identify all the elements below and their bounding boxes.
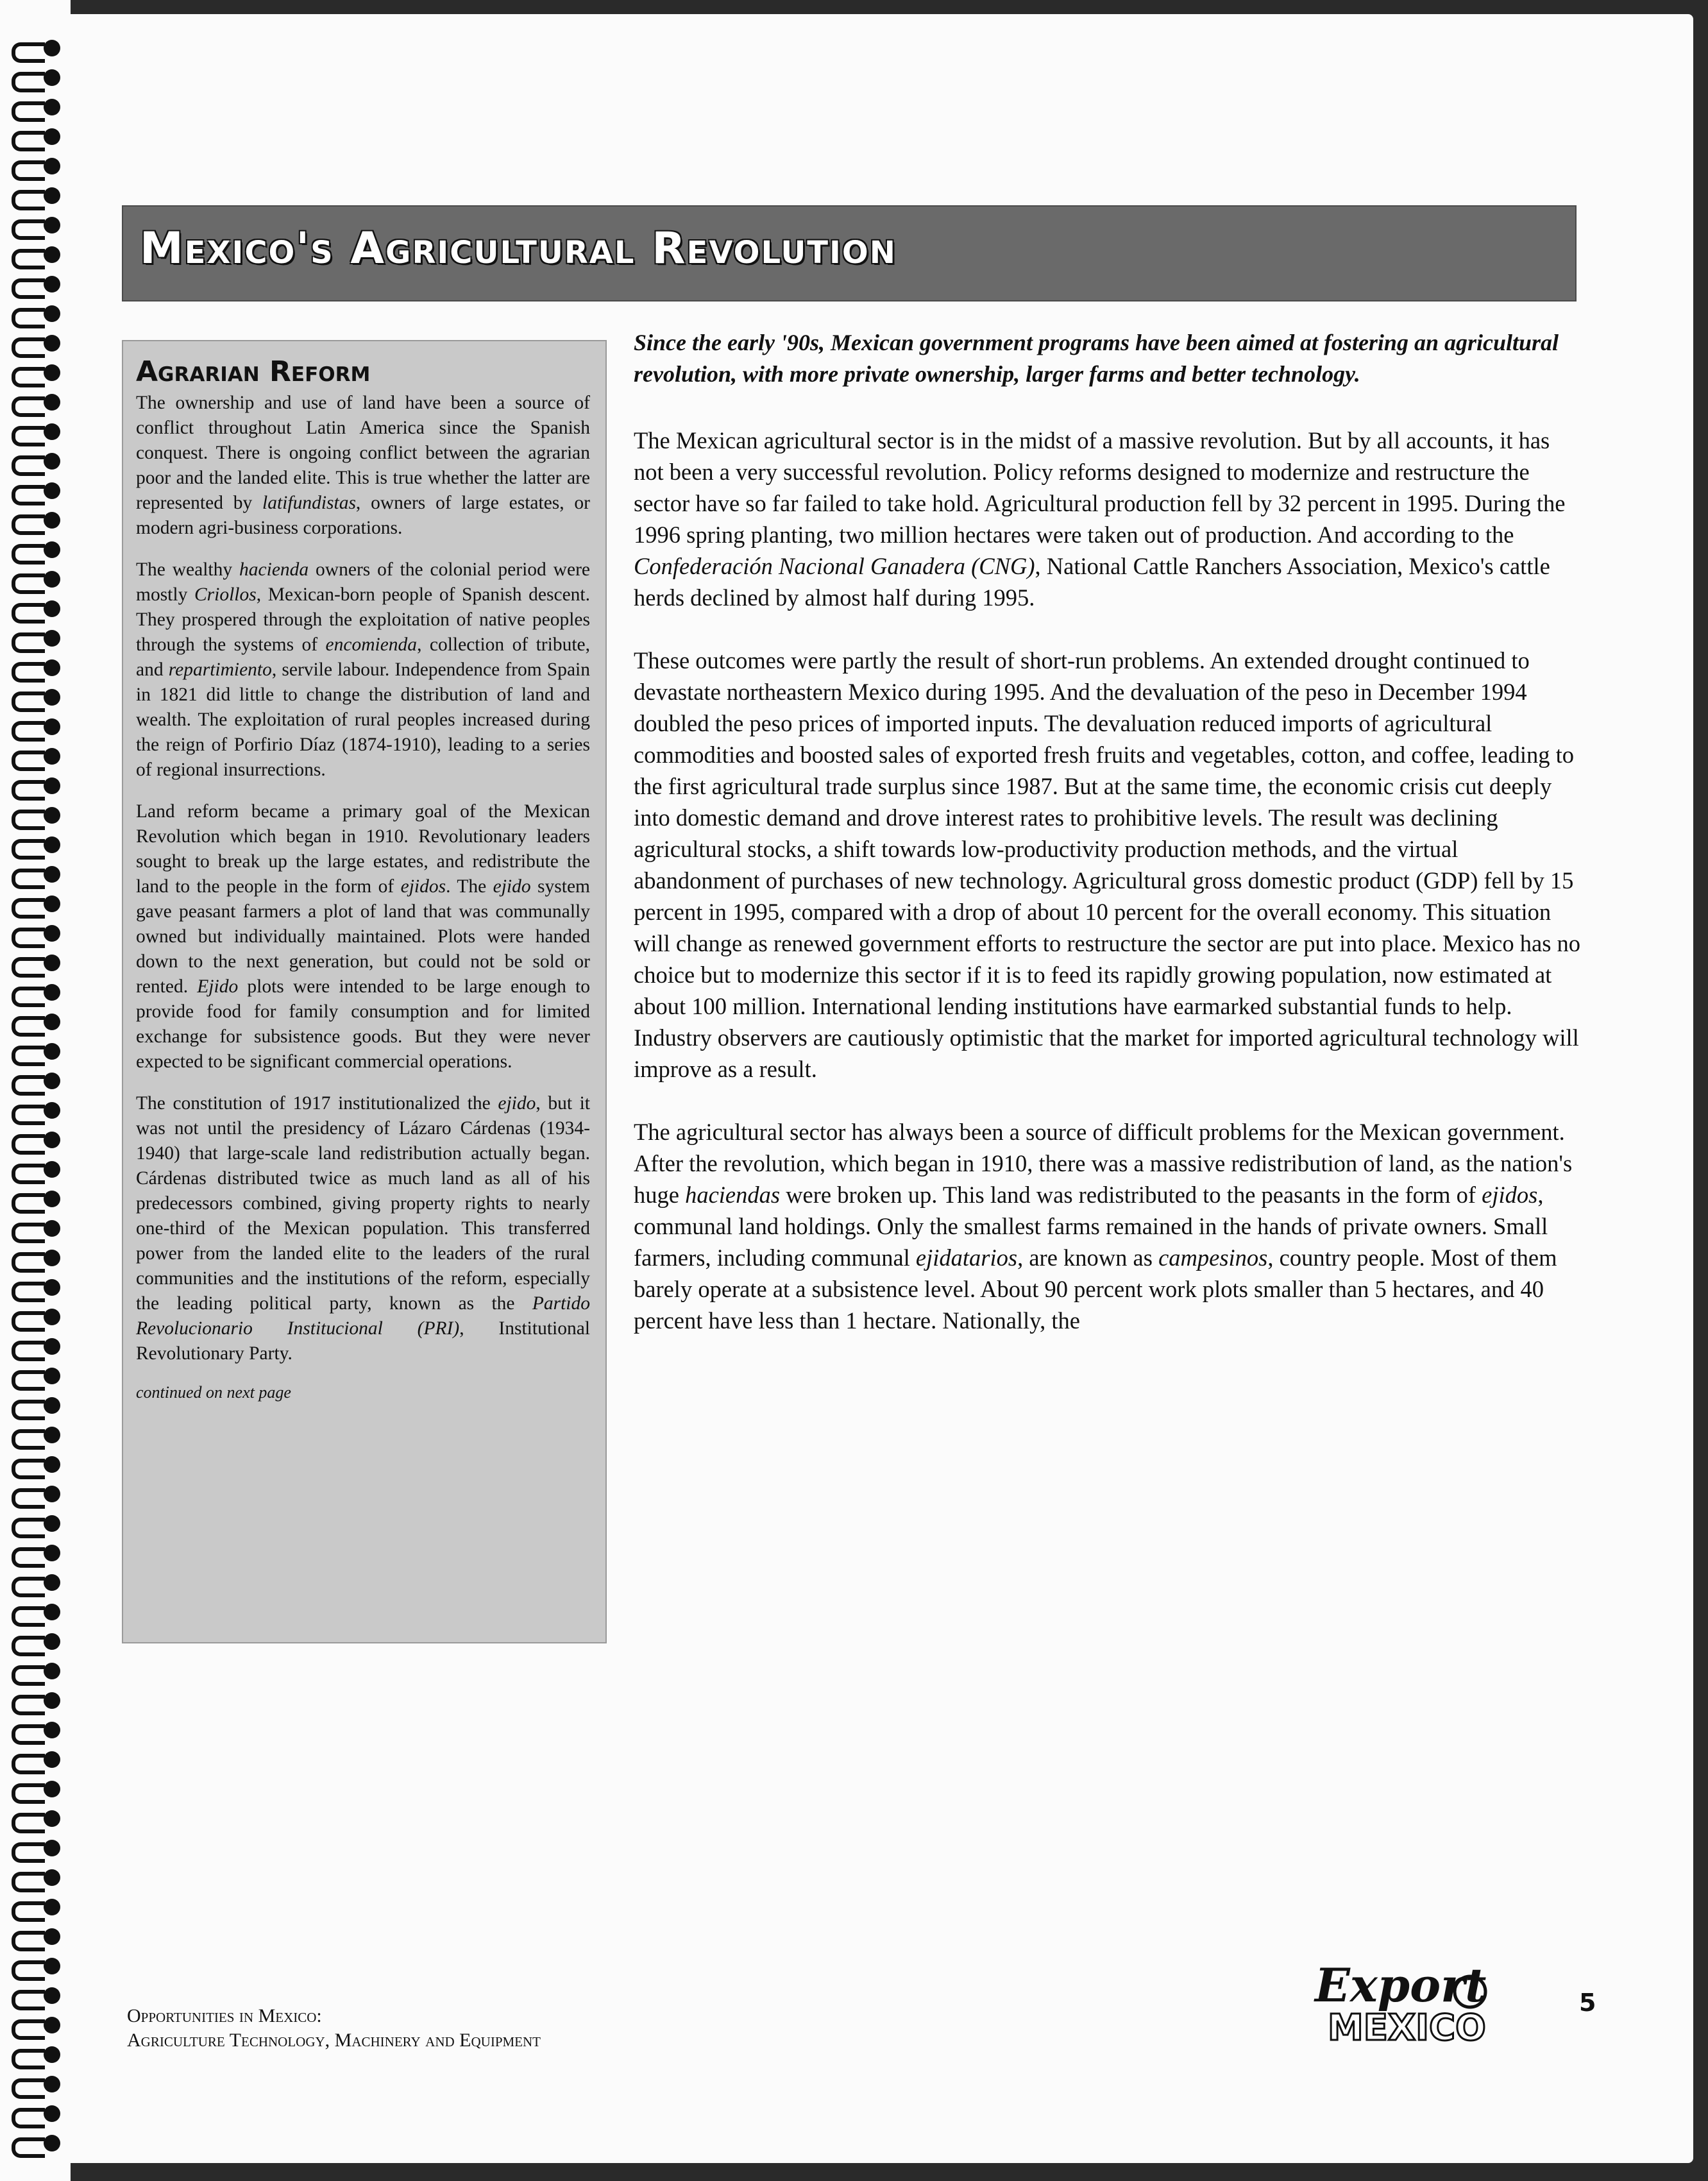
binding-ring-icon: [12, 1779, 62, 1799]
binding-ring-icon: [12, 1897, 62, 1917]
binding-ring-icon: [12, 1720, 62, 1740]
binding-ring-icon: [12, 1337, 62, 1356]
binding-ring-icon: [12, 806, 62, 825]
text-run: owners of the colonial period were mostly: [136, 559, 590, 605]
italic-term: Partido Revolucionario Institucional (PRI): [136, 1293, 590, 1339]
binding-ring-icon: [12, 1219, 62, 1238]
spiral-binding: [0, 0, 71, 2181]
binding-ring-icon: [12, 1278, 62, 1297]
binding-ring-icon: [12, 835, 62, 854]
binding-ring-icon: [12, 1248, 62, 1268]
italic-term: encomienda: [325, 634, 418, 655]
binding-ring-icon: [12, 1366, 62, 1386]
binding-ring-icon: [12, 1838, 62, 1858]
binding-ring-icon: [12, 1012, 62, 1031]
text-run: , communal land holdings. Only the smallest farms remained in the hands of private owners. Small farmers, including communal: [634, 1182, 1548, 1271]
binding-ring-icon: [12, 452, 62, 471]
binding-ring-icon: [12, 1071, 62, 1090]
italic-term: Criollos: [194, 584, 257, 605]
text-run: , country people. Most of them barely operate at a subsistence level. About 90 percent work plots smaller than 5 hectares, and 40 percent have less than 1 hectare. Nationally, the: [634, 1244, 1557, 1334]
logo-word-export: Export: [1315, 1958, 1487, 2012]
binding-ring-icon: [12, 422, 62, 441]
binding-ring-icon: [12, 1750, 62, 1769]
text-run: , Institutional Revolutionary Party.: [136, 1318, 590, 1364]
continued-note: continued on next page: [136, 1383, 291, 1402]
binding-ring-icon: [12, 38, 62, 58]
binding-ring-icon: [12, 2016, 62, 2035]
binding-ring-icon: [12, 894, 62, 913]
binding-ring-icon: [12, 924, 62, 943]
text-run: system gave peasant farmers a plot of land that was communally owned but individually maintained. Plots were handed down to the next generation, but could not be sold or rented.: [136, 876, 591, 997]
text-run: These outcomes were partly the result of short-run problems. An extended drought continued to devastate northeastern Mexico during 1995. And the devaluation of the peso in December 1994 doubled the peso prices of imported inputs. The devaluation reduced imports of agricultural commodities and boosted sales of exported fresh fruits and vegetables, cotton, and coffee, leading to the first agricultural trade surplus since 1987. But at the same time, the economic crisis cut deeply into domestic demand and drove interest rates to prohibitive levels. The result was declining agricultural stocks, a shift towards low-productivity production methods, and the virtual abandonment of purchases of new technology. Agricultural gross domestic product (GDP) fell by 15 percent in 1995, compared with a drop of about 10 percent for the overall economy. This situation will change as renewed government efforts to restructure the sector are put into place. Mexico has no choice but to modernize this sector if it is to feed its rapidly growing population, now estimated at about 100 million. International lending institutions have earmarked substantial funds to help. Industry observers are cautiously optimistic that the market for imported agricultural technology will improve as a result.: [634, 647, 1581, 1082]
binding-ring-icon: [12, 1514, 62, 1533]
text-run: , servile labour. Independence from Spain in 1821 did little to change the distribution of land and wealth. The exploitation of rural peoples increased during the reign of Porfirio Díaz (1874-1910), leading to a series of regional insurrections.: [136, 659, 591, 780]
binding-ring-icon: [12, 865, 62, 884]
text-run: The ownership and use of land have been a source of conflict throughout Latin America since the Spanish conquest. There is ongoing conflict between the agrarian poor and the landed elite. This is true whether the latter are represented by: [136, 393, 590, 513]
article-paragraph: [634, 1116, 1583, 1336]
binding-ring-icon: [12, 629, 62, 648]
binding-ring-icon: [12, 1130, 62, 1150]
binding-ring-icon: [12, 1160, 62, 1179]
binding-ring-icon: [12, 216, 62, 235]
binding-ring-icon: [12, 953, 62, 972]
binding-ring-icon: [12, 1986, 62, 2005]
binding-ring-icon: [12, 304, 62, 323]
italic-term: Confederación Nacional Ganadera (CNG): [634, 553, 1035, 579]
logo-word-mexico: MEXICO: [1328, 2007, 1486, 2049]
text-run: The wealthy: [136, 559, 240, 580]
binding-ring-icon: [12, 1661, 62, 1681]
binding-ring-icon: [12, 68, 62, 87]
text-run: , but it was not until the presidency of Lázaro Cárdenas (1934-1940) that large-scale land redistribution actually began. Cárdenas distributed twice as much land as all of his predecessors combined, giving property rights to nearly one-third of the Mexican population. This transferred power from the landed elite to the leaders of the rural communities and the institutions of the reform, especially the leading political party, known as the: [136, 1093, 590, 1314]
binding-ring-icon: [12, 1307, 62, 1327]
binding-ring-icon: [12, 776, 62, 795]
main-article: [634, 327, 1583, 1368]
footer-line-2: Agriculture Technology, Machinery and Equipment: [127, 2030, 541, 2051]
binding-ring-icon: [12, 1543, 62, 1563]
binding-ring-icon: [12, 186, 62, 205]
article-lead: Since the early '90s, Mexican government programs have been aimed at fostering an agricultural revolution, with more private ownership, larger farms and better technology.: [634, 330, 1559, 387]
page-number: 5: [1579, 1989, 1596, 2017]
binding-ring-icon: [12, 1632, 62, 1651]
binding-ring-icon: [12, 245, 62, 264]
sidebar-paragraph: [136, 557, 590, 783]
binding-ring-icon: [12, 511, 62, 530]
italic-term: hacienda: [239, 559, 309, 580]
italic-term: campesinos: [1158, 1244, 1268, 1271]
binding-ring-icon: [12, 2045, 62, 2064]
binding-ring-icon: [12, 98, 62, 117]
sidebar-title: Agrarian Reform: [136, 355, 371, 388]
binding-ring-icon: [12, 1396, 62, 1415]
text-run: The constitution of 1917 institutionalized the: [136, 1093, 498, 1114]
binding-ring-icon: [12, 2134, 62, 2153]
agrarian-reform-sidebar: [122, 340, 607, 1643]
text-run: were broken up. This land was redistributed to the peasants in the form of: [780, 1182, 1482, 1208]
article-paragraph: [634, 425, 1583, 613]
binding-ring-icon: [12, 2104, 62, 2123]
text-run: , are known as: [1017, 1244, 1159, 1271]
italic-term: ejido: [493, 876, 531, 897]
footer-line-1: Opportunities in Mexico:: [127, 2005, 322, 2026]
binding-ring-icon: [12, 363, 62, 382]
text-run: , collection of tribute, and: [136, 634, 590, 680]
binding-ring-icon: [12, 1927, 62, 1946]
binding-ring-icon: [12, 2075, 62, 2094]
italic-term: ejidos: [400, 876, 446, 897]
binding-ring-icon: [12, 1602, 62, 1622]
text-run: The agricultural sector has always been a source of difficult problems for the Mexican government. After the revolution, which began in 1910, there was a massive redistribution of land, as the nation's huge: [634, 1119, 1573, 1208]
binding-ring-icon: [12, 1809, 62, 1828]
binding-ring-icon: [12, 1189, 62, 1209]
binding-ring-icon: [12, 599, 62, 618]
italic-term: ejidos: [1482, 1182, 1538, 1208]
text-run: Land reform became a primary goal of the Mexican Revolution which began in 1910. Revolutionary leaders sought to break up the large estates, and redistribute the land to the people in the form of: [136, 801, 590, 897]
binding-ring-icon: [12, 481, 62, 500]
italic-term: ejidatarios: [915, 1244, 1018, 1271]
text-run: , owners of large estates, or modern agri-business corporations.: [136, 493, 591, 538]
binding-ring-icon: [12, 1484, 62, 1504]
export-mexico-logo-icon: [1302, 1956, 1507, 2053]
text-run: The Mexican agricultural sector is in the midst of a massive revolution. But by all accounts, it has not been a very successful revolution. Policy reforms designed to modernize and restructure the sector have so far failed to take hold. Agricultural production fell by 32 percent in 1995. During the 1996 spring planting, two million hectares were taken out of production. And according to the: [634, 427, 1566, 548]
title-banner: [122, 205, 1577, 301]
binding-ring-icon: [12, 540, 62, 559]
binding-ring-icon: [12, 1101, 62, 1120]
italic-term: repartimiento: [168, 659, 272, 680]
italic-term: ejido: [498, 1093, 536, 1114]
binding-ring-icon: [12, 688, 62, 707]
binding-ring-icon: [12, 1868, 62, 1887]
binding-ring-icon: [12, 1956, 62, 1976]
binding-ring-icon: [12, 1691, 62, 1710]
binding-ring-icon: [12, 747, 62, 766]
binding-ring-icon: [12, 1455, 62, 1474]
italic-term: latifundistas: [262, 493, 356, 513]
sidebar-paragraph: [136, 799, 590, 1074]
text-run: , National Cattle Ranchers Association, Mexico's cattle herds declined by almost half during 1995.: [634, 553, 1550, 611]
binding-ring-icon: [12, 275, 62, 294]
binding-ring-icon: [12, 1573, 62, 1592]
binding-ring-icon: [12, 717, 62, 736]
binding-ring-icon: [12, 570, 62, 589]
binding-ring-icon: [12, 658, 62, 677]
binding-ring-icon: [12, 983, 62, 1002]
sidebar-paragraph: [136, 1091, 590, 1366]
page-title: Mexico's Agricultural Revolution: [140, 223, 897, 274]
text-run: , Mexican-born people of Spanish descent. They prospered through the exploitation of native peoples through the systems of: [136, 584, 590, 655]
text-run: plots were intended to be large enough to provide food for family consumption and for limited exchange for subsistence goods. But they were never expected to be significant commercial operations.: [136, 976, 590, 1072]
binding-ring-icon: [12, 157, 62, 176]
italic-term: Ejido: [197, 976, 239, 997]
binding-ring-icon: [12, 1042, 62, 1061]
article-paragraph: [634, 645, 1583, 1085]
binding-ring-icon: [12, 1425, 62, 1445]
footer: [127, 2004, 541, 2053]
binding-ring-icon: [12, 127, 62, 146]
binding-ring-icon: [12, 393, 62, 412]
sidebar-paragraph: [136, 391, 590, 541]
italic-term: haciendas: [685, 1182, 781, 1208]
text-run: . The: [446, 876, 493, 897]
binding-ring-icon: [12, 334, 62, 353]
